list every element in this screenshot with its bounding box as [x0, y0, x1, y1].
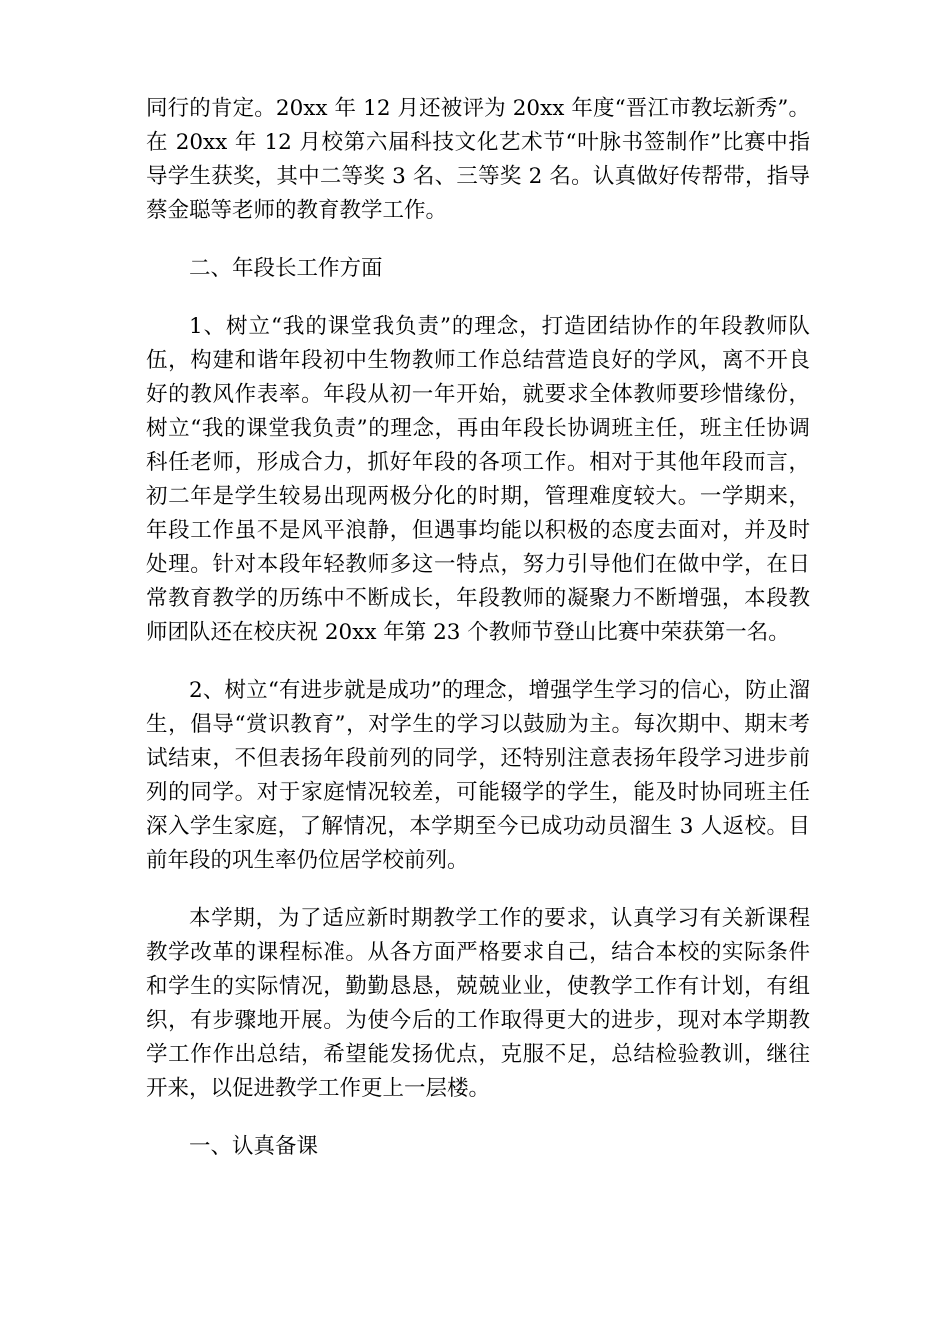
body-paragraph: 1、树立“我的课堂我负责”的理念，打造团结协作的年段教师队伍，构建和谐年段初中生物教师工作总结营造良好的学风，离不开良好的教风作表率。年段从初一年开始，就要求全体教师要珍惜缘份，树立“我的课堂我负责”的理念，再由年段长协调班主任，班主任协调科任老师，形成合力，抓好年段的各项工作。相对于其他年段而言，初二年是学生较易出现两极分化的时期，管理难度较大。一学期来，年段工作虽不是风平浪静，但遇事均能以积极的态度去面对，并及时处理。针对本段年轻教师多这一特点，努力引导他们在做中学，在日常教育教学的历练中不断成长，年段教师的凝聚力不断增强，本段教师团队还在校庆祝 20xx 年第 23 个教师节登山比赛中荣获第一名。: [146, 314, 810, 645]
section-heading: 一、认真备课: [189, 1134, 319, 1159]
body-paragraph: 本学期，为了适应新时期教学工作的要求，认真学习有关新课程教学改革的课程标准。从各方面严格要求自己，结合本校的实际条件和学生的实际情况，勤勤恳恳，兢兢业业，使教学工作有计划，有组织，有步骤地开展。为使今后的工作取得更大的进步，现对本学期教学工作作出总结，希望能发扬优点，克服不足，总结检验教训，继往开来，以促进教学工作更上一层楼。: [146, 906, 810, 1101]
body-paragraph: 同行的肯定。20xx 年 12 月还被评为 20xx 年度“晋江市教坛新秀”。在 20xx 年 12 月校第六届科技文化艺术节“叶脉书签制作”比赛中指导学生获奖，其中二等奖 3 名、三等奖 2 名。认真做好传帮带，指导蔡金聪等老师的教育教学工作。: [146, 96, 810, 223]
document-page: [146, 92, 810, 1188]
body-paragraph: 2、树立“有进步就是成功”的理念，增强学生学习的信心，防止溜生，倡导“赏识教育”，对学生的学习以鼓励为主。每次期中、期末考试结束，不但表扬年段前列的同学，还特别注意表扬年段学习进步前列的同学。对于家庭情况较差，可能辍学的学生，能及时协同班主任深入学生家庭，了解情况，本学期至今已成功动员溜生 3 人返校。目前年段的巩生率仍位居学校前列。: [146, 678, 810, 873]
section-heading: 二、年段长工作方面: [189, 256, 383, 281]
